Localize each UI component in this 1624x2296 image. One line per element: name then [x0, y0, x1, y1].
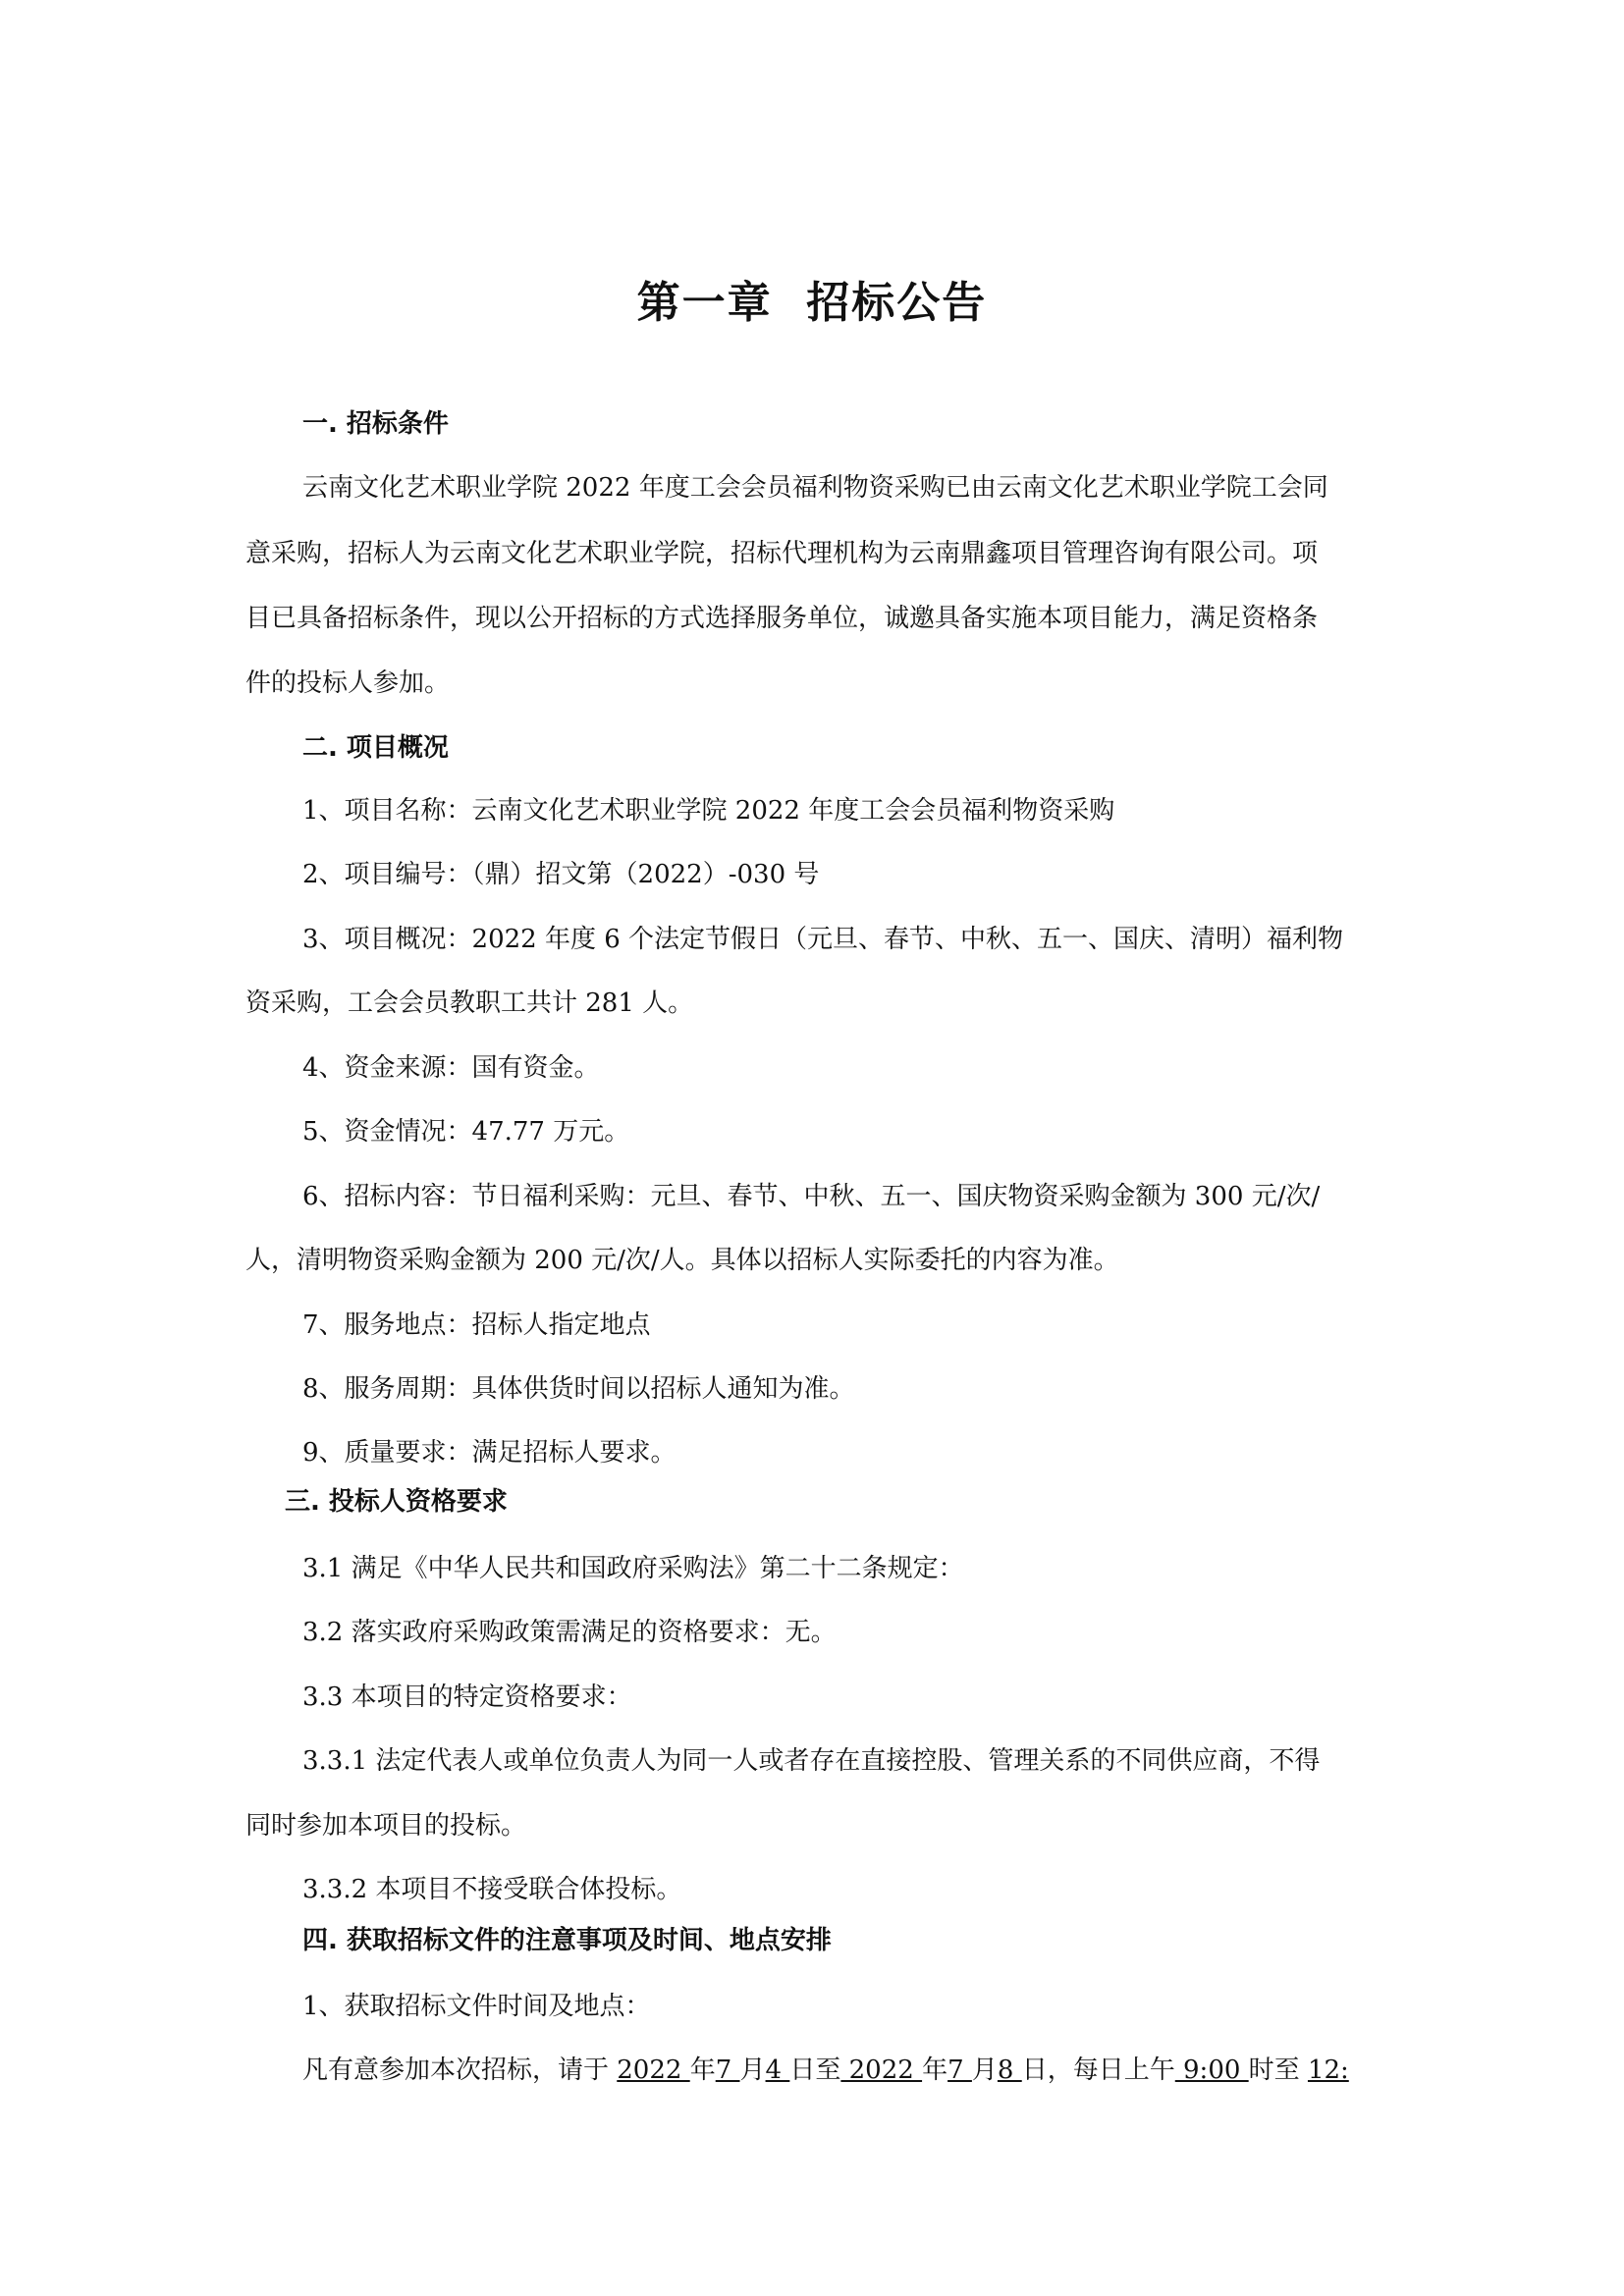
list-item: 3、项目概况：2022 年度 6 个法定节假日（元旦、春节、中秋、五一、国庆、清明）福利物	[302, 925, 1344, 954]
paragraph-line: 目已具备招标条件，现以公开招标的方式选择服务单位，诚邀具备实施本项目能力，满足资格条	[245, 604, 1319, 633]
end-time: 12:	[1307, 2056, 1349, 2085]
list-item: 9、质量要求：满足招标人要求。	[302, 1438, 677, 1468]
list-item: 3.2 落实政府采购政策需满足的资格要求：无。	[302, 1618, 837, 1647]
paragraph-line: 意采购，招标人为云南文化艺术职业学院，招标代理机构为云南鼎鑫项目管理咨询有限公司。项	[245, 539, 1319, 568]
start-year: 2022	[617, 2056, 690, 2085]
section-heading-2: 二. 项目概况	[302, 733, 449, 763]
paragraph-line: 件的投标人参加。	[245, 668, 451, 698]
list-item: 8、服务周期：具体供货时间以招标人通知为准。	[302, 1374, 855, 1404]
end-year: 2022	[840, 2056, 923, 2085]
list-item: 3.3.2 本项目不接受联合体投标。	[302, 1875, 682, 1904]
list-item: 2、项目编号：（鼎）招文第（2022）-030 号	[302, 860, 820, 889]
list-item: 3.1 满足《中华人民共和国政府采购法》第二十二条规定：	[302, 1554, 964, 1583]
list-item: 6、招标内容：节日福利采购：元旦、春节、中秋、五一、国庆物资采购金额为 300 元/次/	[302, 1182, 1321, 1211]
text-segment: 凡有意参加本次招标，请于	[302, 2056, 618, 2085]
list-item: 资采购，工会会员教职工共计 281 人。	[245, 988, 694, 1018]
list-item: 1、项目名称：云南文化艺术职业学院 2022 年度工会会员福利物资采购	[302, 796, 1115, 826]
section-heading-1: 一. 招标条件	[302, 409, 449, 439]
end-month: 7	[947, 2056, 972, 2085]
list-item: 5、资金情况：47.77 万元。	[302, 1117, 630, 1147]
text-segment: 月	[739, 2056, 766, 2085]
paragraph-line: 云南文化艺术职业学院 2022 年度工会会员福利物资采购已由云南文化艺术职业学院工会同	[302, 473, 1328, 503]
page-title: 第一章 招标公告	[636, 278, 988, 328]
text-segment: 日，每日上午	[1021, 2056, 1175, 2085]
text-segment: 时至	[1248, 2056, 1308, 2085]
section-heading-3: 三. 投标人资格要求	[285, 1487, 508, 1517]
text-segment: 年	[689, 2056, 716, 2085]
list-item: 7、服务地点：招标人指定地点	[302, 1310, 651, 1340]
list-item: 1、获取招标文件时间及地点：	[302, 1992, 651, 2021]
start-day: 4	[765, 2056, 790, 2085]
end-day: 8	[997, 2056, 1022, 2085]
list-item: 4、资金来源：国有资金。	[302, 1053, 600, 1083]
list-item: 人，清明物资采购金额为 200 元/次/人。具体以招标人实际委托的内容为准。	[245, 1246, 1119, 1275]
text-segment: 月	[971, 2056, 998, 2085]
text-segment: 年	[922, 2056, 948, 2085]
text-segment: 日至	[789, 2056, 841, 2085]
list-item: 3.3.1 法定代表人或单位负责人为同一人或者存在直接控股、管理关系的不同供应商，不得	[302, 1746, 1321, 1776]
list-item: 同时参加本项目的投标。	[245, 1811, 527, 1841]
schedule-line	[302, 2055, 1349, 2086]
start-time: 9:00	[1174, 2056, 1249, 2085]
list-item: 3.3 本项目的特定资格要求：	[302, 1682, 632, 1712]
section-heading-4: 四. 获取招标文件的注意事项及时间、地点安排	[302, 1926, 832, 1955]
start-month: 7	[715, 2056, 740, 2085]
